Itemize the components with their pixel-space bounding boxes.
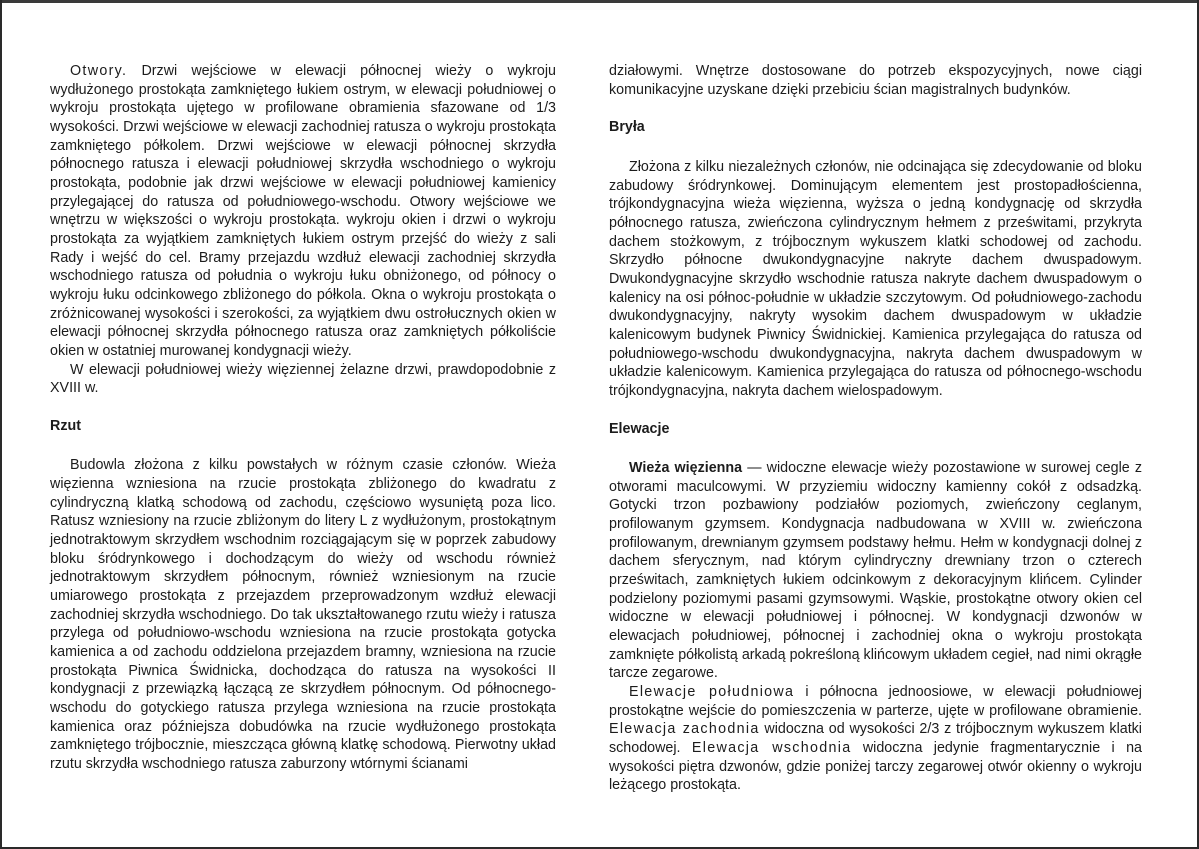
paragraph-continued: działowymi. Wnętrze dostosowane do potrzeb ekspozycyjnych, nowe ciągi komunikacyjne uzyskane dzięki przebiciu ścian magistralnych budynków. (609, 63, 1142, 98)
right-column (609, 62, 1142, 795)
paragraph-text: widoczna jedynie fragmentarycznie i na wysokości piętra dzwonów, gdzie poniżej tarczy zegarowej otwór okienny o wykroju leżącego prostokąta. (609, 740, 1142, 794)
paragraph-lead-wieza: Wieża więzienna (629, 460, 743, 477)
lead-elewacje-poludniowa: Elewacje południowa (629, 684, 795, 701)
paragraph-text: Drzwi wejściowe w elewacji północnej wieży o wykroju wydłużonego prostokąta zamkniętego łukiem ostrym, w elewacji południowej o wykroju prostokąta ujętego w profilowane obramienia sfazowane od 1/3 wysokości. Drzwi wejściowe w elewacji zachodniej ratusza o wykroju prostokąta zamkniętego półkolem. Drzwi wejściowe w elewacji północnej skrzydła północnego ratusza i elewacji południowej skrzydła wschodniego o wykroju prostokąta, podobnie jak drzwi wejściowe w elewacji południowej kamienicy przylegającej do ratusza od południowego-wschodu. Otwory wejściowe we wnętrzu w większości o wykroju prostokąta. wykroju okien i drzwi o wykroju prostokąta za wyjątkiem zamkniętych łukiem ostrym przejść do wieży z sali Rady i wejść do cel. Bramy przejazdu wzdłuż elewacji zachodniej skrzydła wschodniego ratusza od południa o wykroju łuku obniżonego, od północy o wykroju łuku odcinkowego zbliżonego do półkola. Okna o wykroju prostokąta o zróżnicowanej wysokości i szerokości, za wyjątkiem dwu ostrołucznych okien w elewacji północnej skrzydła północnego ratusza oraz zamkniętych półkoliście okien w ostatniej murowanej kondygnacji wieży. (50, 63, 556, 359)
scan-border-top (0, 0, 1199, 3)
paragraph-elewacje (609, 683, 1142, 795)
paragraph-text: — widoczne elewacje wieży pozostawione w surowej cegle z otworami maculcowymi. W przyziemiu widoczny kamienny cokół z odsadzką. Gotycki trzon pozbawiony podziałów poziomych, zwieńczony ceglanym, profilowanym gzymsem. Kondygnacja nadbudowana w XVIII w. zwieńczona profilowanym, drewnianym gzymsem podstawy hełmu. Hełm w kondygnacji dolnej z dachem sferycznym, nad którym cylindryczny drewniany trzon o czterech prześwitach, zamkniętych łukiem odcinkowym z dekoracyjnym klińcem. Cylinder podzielony poziomymi pasami gzymsowymi. Wąskie, prostokątne otwory okien cel widoczne w elewacji południowej i północnej. W kondygnacji dzwonów w elewacjach południowej, północnej i zachodniej okna o wykroju prostokąta zamknięte półkolistą arkadą pokreśloną klińcowym układem cegieł, nad nimi okrągłe tarcze zegarowe. (609, 460, 1142, 682)
section-heading-elewacje: Elewacje (609, 420, 670, 437)
scan-border-left (0, 0, 2, 849)
left-column (50, 62, 556, 774)
paragraph-rzut: Budowla złożona z kilku powstałych w różnym czasie członów. Wieża więzienna wzniesiona na rzucie prostokąta zbliżonego do kwadratu z cylindryczną klatką schodową od zachodu, częściowo wysuniętą poza lico. Ratusz wzniesiony na rzucie zbliżonym do litery L z wydłużonym, prostokątnym jednotraktowym skrzydłem wschodnim rozciągającym się w poprzek zabudowy bloku śródrynkowego i dochodzącym do wieży od wschodu również jednotraktowym skrzydłem północnym, również wzniesionym na rzucie umiarowego prostokąta z przejazdem przeprowadzonym wzdłuż elewacji zachodniej skrzydła wschodniego. Do tak ukształtowanego rzutu wieży i ratusza przylega od południowo-wschodu wzniesiona na rzucie prostokąta gotycka kamienica a od zachodu oddzielona przejazdem bramny, wzniesiona na rzucie prostokąta Piwnica Świdnicka, dochodząca do ratusza na wysokości II kondygnacji z przewiązką łączącą ze skrzydłem północnym. Od północnego-wschodu do gotyckiego ratusza przylega wzniesiona na rzucie prostokąta kamienica oraz późniejsza dobudówka na rzucie wydłużonego prostokąta zamkniętego trójbocznie, mieszcząca główną klatkę schodową. Pierwotny układ rzutu skrzydła wschodniego ratusza zaburzony wtórnymi ścianami (50, 457, 556, 772)
paragraph-wieza (609, 459, 1142, 683)
paragraph-bryla: Złożona z kilku niezależnych członów, nie odcinająca się zdecydowanie od bloku zabudowy śródrynkowej. Dominującym elementem jest prostopadłościenna, trójkondygnacyjna wieża więzienna, wyższa o jedną kondygnację od skrzydła północnego ratusza, zwieńczona cylindrycznym hełmem z prześwitami, przykryta dachem stożkowym, z trójbocznym wykuszem klatki schodowej od zachodu. Skrzydło północne dwukondygnacyjne nakryte dachem dwuspadowym. Dwukondygnacyjne skrzydło wschodnie ratusza nakryte dachem dwuspadowym o kalenicy na osi północ-południe w układzie szczytowym. Od południowego-zachodu dwukondygnacyjny, nakryty wysokim dachem dwuspadowym w układzie kalenicowym budynek Piwnicy Świdnickiej. Kamienica przylegająca do ratusza od południowego-wschodu dwukondygnacyjna, nakryta dachem dwuspadowym w układzie kalenicowym. Kamienica przylegająca do ratusza od północnego-wschodu trójkondygnacyjna, nakryta dachem wielospadowym. (609, 158, 1142, 399)
section-heading-bryla: Bryła (609, 119, 645, 136)
paragraph-text: widoczna od wysokości 2/3 z trójbocznym wykuszem klatki schodowej. (609, 721, 1142, 756)
lead-elewacja-zachodnia: Elewacja zachodnia (609, 721, 760, 738)
paragraph-text: i północna jednoosiowe, w elewacji południowej prostokątne wejście do pomieszczenia w parterze, ujęte w profilowane obramienie. (609, 684, 1142, 719)
lead-elewacja-wschodnia: Elewacja wschodnia (691, 740, 852, 756)
paragraph-otwory (50, 62, 556, 361)
paragraph-lead-otwory: Otwory. (70, 63, 128, 79)
section-heading-rzut: Rzut (50, 417, 81, 434)
paragraph-drzwi-zelazne: W elewacji południowej wieży więziennej żelazne drzwi, prawdopodobnie z XVIII w. (50, 361, 556, 397)
